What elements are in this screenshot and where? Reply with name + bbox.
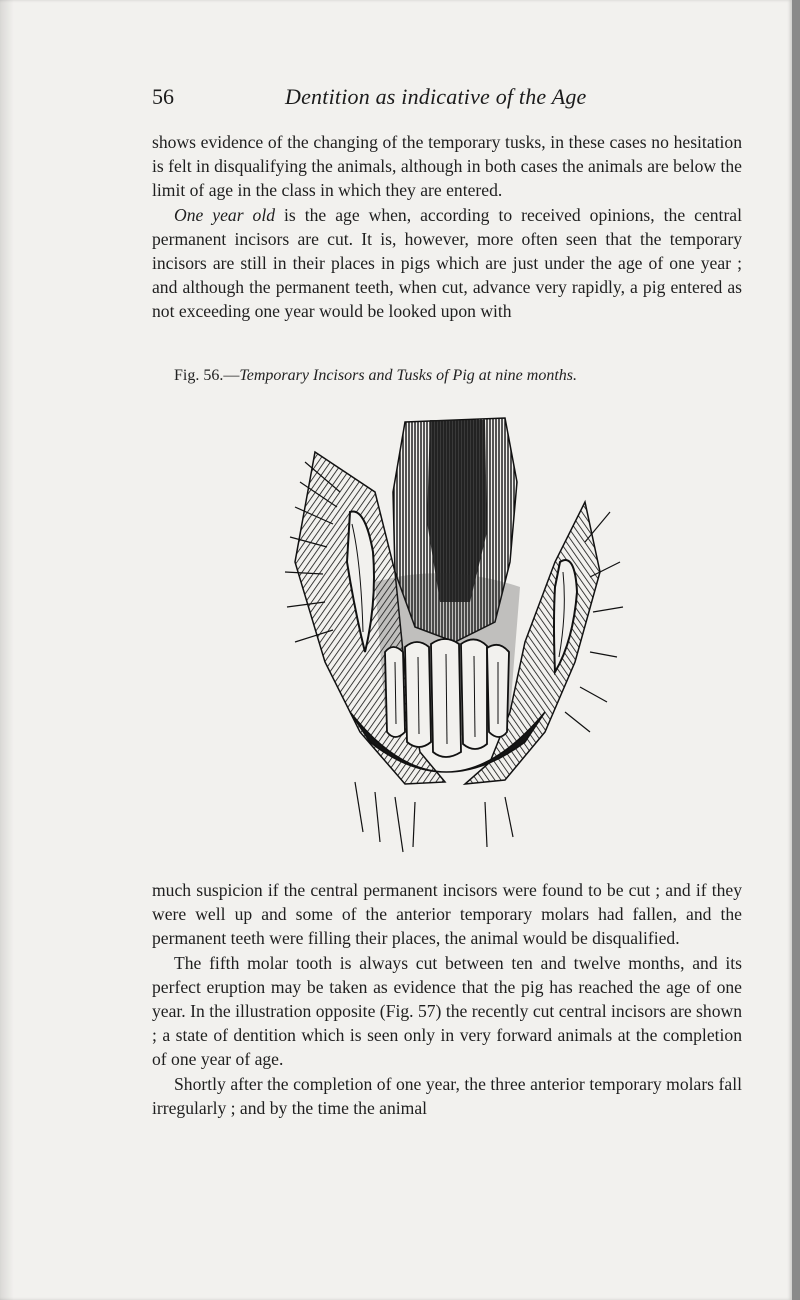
paragraph: Shortly after the completion of one year, the three anterior temporary molars fall irregularly ; and by the time the animal (152, 1073, 742, 1118)
page-header (152, 84, 712, 114)
body-text-bottom (152, 878, 742, 1120)
pig-jaw-engraving (255, 412, 635, 862)
body-text-top (152, 130, 742, 324)
figure-caption (174, 367, 577, 385)
figure-title: Temporary Incisors and Tusks of Pig at nine months. (239, 367, 577, 384)
paragraph: much suspicion if the central permanent incisors were found to be cut ; and if they were well up and some of the anterior temporary molars had fallen, and the permanent teeth were filling their places, the animal would be disqualified. (152, 880, 742, 949)
page-number: 56 (152, 84, 174, 109)
paragraph (152, 203, 742, 324)
paragraph: The fifth molar tooth is always cut between ten and twelve months, and its perfect eruption may be taken as evidence that the pig has reached the age of one year. In the illustration opposite (Fig. 57) the recently cut central incisors are shown ; a state of dentition which is seen only in very forward animals at the completion of one year of age. (152, 952, 742, 1070)
italic-lead: One year old (174, 204, 276, 225)
running-head: Dentition as indicative of the Age (285, 84, 587, 109)
paragraph-text: is the age when, according to received opinions, the central permanent incisors are cut. It is, however, more often seen that the temporary incisors are still in their places in pigs which are just under the age of one year ; and although the permanent teeth, when cut, advance very rapidly, a pig entered as not exceeding one year would be looked upon with (152, 204, 742, 322)
figure-label: Fig. 56.— (174, 367, 240, 384)
paragraph: shows evidence of the changing of the temporary tusks, in these cases no hesitation is felt in disqualifying the animals, although in both cases the animals are below the limit of age in the class in which they are entered. (152, 132, 742, 201)
figure-illustration (255, 412, 635, 862)
page-gutter-shadow (0, 0, 14, 1300)
